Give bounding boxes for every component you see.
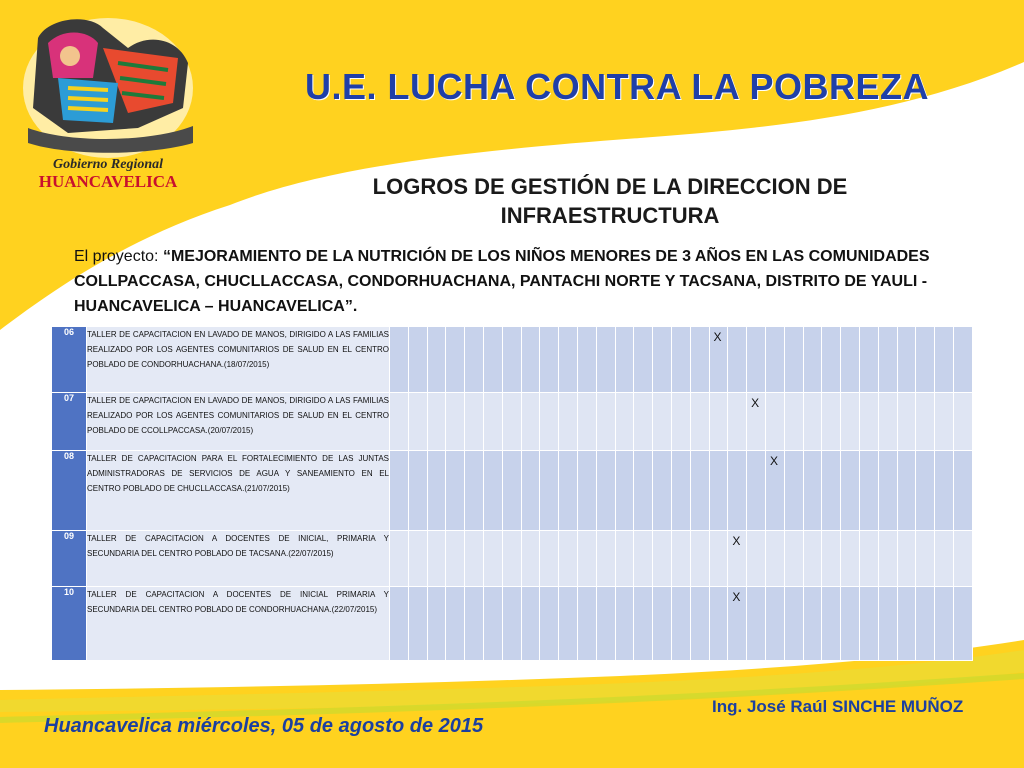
schedule-cell (822, 393, 841, 451)
activities-table (51, 326, 973, 661)
activity-description: TALLER DE CAPACITACION PARA EL FORTALECIMIENTO DE LAS JUNTAS ADMINISTRADORAS DE SERVICIOS DE AGUA Y SANEAMIENTO EN EL CENTRO POBLADO DE CHUCLLACCASA.(21/07/2015) (87, 451, 390, 531)
schedule-cell (859, 587, 878, 661)
schedule-cell (803, 587, 822, 661)
schedule-cell (521, 327, 540, 393)
main-title: U.E. LUCHA CONTRA LA POBREZA (305, 66, 929, 107)
schedule-cell (390, 451, 409, 531)
schedule-cell (916, 531, 935, 587)
project-text: “MEJORAMIENTO DE LA NUTRICIÓN DE LOS NIÑOS MENORES DE 3 AÑOS EN LAS COMUNIDADES COLLPACCASA, CHUCLLACCASA, CONDORHUACHANA, PANTACHI NORTE Y TACSANA, DISTRITO DE YAULI - HUANCAVELICA – HUANCAVELICA”. (74, 248, 930, 315)
schedule-cell (408, 393, 427, 451)
schedule-cell (803, 393, 822, 451)
schedule-cell (615, 531, 634, 587)
schedule-cell (878, 451, 897, 531)
schedule-cell (540, 531, 559, 587)
schedule-cell (747, 451, 766, 531)
section-subtitle: LOGROS DE GESTIÓN DE LA DIRECCION DE INFRAESTRUCTURA (372, 174, 848, 228)
logo-line1: Gobierno Regional (52, 157, 164, 172)
schedule-cell (577, 587, 596, 661)
schedule-cell (577, 327, 596, 393)
schedule-cell (446, 587, 465, 661)
activity-description: TALLER DE CAPACITACION A DOCENTES DE INICIAL, PRIMARIA Y SECUNDARIA DEL CENTRO POBLADO DE TACSANA.(22/07/2015) (87, 531, 390, 587)
schedule-cell (878, 327, 897, 393)
schedule-cell (577, 451, 596, 531)
table-row (52, 531, 973, 587)
schedule-cell (502, 327, 521, 393)
schedule-cell (559, 451, 578, 531)
schedule-cell (953, 587, 972, 661)
schedule-cell (540, 327, 559, 393)
schedule-cell (596, 393, 615, 451)
schedule-cell (559, 393, 578, 451)
schedule-cell (953, 451, 972, 531)
schedule-cell (728, 393, 747, 451)
schedule-cell (784, 587, 803, 661)
author-name: Ing. José Raúl SINCHE MUÑOZ (712, 697, 964, 716)
schedule-cell (953, 393, 972, 451)
schedule-cell (671, 531, 690, 587)
schedule-cell (483, 587, 502, 661)
schedule-cell (953, 327, 972, 393)
table-row (52, 393, 973, 451)
schedule-cell (408, 587, 427, 661)
schedule-cell (690, 587, 709, 661)
schedule-cell (916, 327, 935, 393)
schedule-cell (634, 451, 653, 531)
schedule-cell (596, 531, 615, 587)
schedule-cell (728, 327, 747, 393)
schedule-cell (935, 587, 954, 661)
schedule-cell (841, 327, 860, 393)
schedule-cell (408, 327, 427, 393)
schedule-cell (897, 587, 916, 661)
footer-date: Huancavelica miércoles, 05 de agosto de 2015 (44, 715, 484, 737)
schedule-cell (615, 587, 634, 661)
schedule-cell (897, 327, 916, 393)
schedule-cell (446, 531, 465, 587)
gobierno-regional-logo (8, 8, 208, 193)
row-number: 07 (52, 393, 87, 451)
schedule-cell (822, 451, 841, 531)
schedule-cell (427, 587, 446, 661)
row-number: 08 (52, 451, 87, 531)
table-row (52, 451, 973, 531)
schedule-cell (784, 393, 803, 451)
schedule-cell (521, 531, 540, 587)
schedule-cell (427, 531, 446, 587)
schedule-cell (502, 451, 521, 531)
activity-description: TALLER DE CAPACITACION EN LAVADO DE MANOS, DIRIGIDO A LAS FAMILIAS REALIZADO POR LOS AGENTES COMUNITARIOS DE SALUD EN EL CENTRO POBLADO DE CCOLLPACCASA.(20/07/2015) (87, 393, 390, 451)
schedule-cell (390, 531, 409, 587)
schedule-cell (653, 393, 672, 451)
schedule-cell (465, 327, 484, 393)
schedule-cell (765, 393, 784, 451)
table-row (52, 327, 973, 393)
schedule-cell (465, 587, 484, 661)
schedule-cell (841, 451, 860, 531)
schedule-cell (521, 451, 540, 531)
schedule-cell (634, 327, 653, 393)
row-number: 10 (52, 587, 87, 661)
schedule-cell (390, 393, 409, 451)
schedule-cell (671, 587, 690, 661)
schedule-cell (408, 531, 427, 587)
schedule-cell (841, 587, 860, 661)
schedule-cell (653, 531, 672, 587)
schedule-cell (784, 451, 803, 531)
schedule-cell (483, 451, 502, 531)
schedule-cell (709, 587, 728, 661)
schedule-cell (671, 451, 690, 531)
schedule-cell (822, 531, 841, 587)
schedule-cell (502, 393, 521, 451)
schedule-cell (841, 531, 860, 587)
table-row (52, 587, 973, 661)
schedule-cell (502, 587, 521, 661)
row-number: 09 (52, 531, 87, 587)
schedule-cell (747, 531, 766, 587)
schedule-cell (897, 451, 916, 531)
schedule-mark: X (765, 451, 784, 531)
schedule-cell (916, 451, 935, 531)
schedule-mark: X (728, 587, 747, 661)
schedule-cell (559, 531, 578, 587)
schedule-cell (859, 451, 878, 531)
schedule-mark: X (747, 393, 766, 451)
schedule-cell (897, 531, 916, 587)
schedule-cell (859, 327, 878, 393)
schedule-cell (408, 451, 427, 531)
schedule-cell (690, 531, 709, 587)
schedule-cell (935, 531, 954, 587)
schedule-cell (709, 393, 728, 451)
schedule-cell (784, 327, 803, 393)
schedule-mark: X (709, 327, 728, 393)
schedule-cell (709, 531, 728, 587)
schedule-cell (465, 451, 484, 531)
schedule-cell (916, 393, 935, 451)
schedule-cell (427, 327, 446, 393)
schedule-cell (935, 393, 954, 451)
schedule-cell (935, 327, 954, 393)
schedule-cell (878, 587, 897, 661)
schedule-cell (615, 451, 634, 531)
schedule-cell (465, 393, 484, 451)
schedule-cell (916, 587, 935, 661)
schedule-cell (935, 451, 954, 531)
schedule-cell (765, 327, 784, 393)
schedule-cell (446, 393, 465, 451)
schedule-cell (728, 451, 747, 531)
schedule-cell (784, 531, 803, 587)
schedule-cell (841, 393, 860, 451)
schedule-cell (540, 451, 559, 531)
schedule-cell (859, 531, 878, 587)
schedule-cell (671, 393, 690, 451)
schedule-cell (671, 327, 690, 393)
schedule-cell (747, 327, 766, 393)
schedule-cell (634, 393, 653, 451)
schedule-cell (559, 327, 578, 393)
schedule-cell (709, 451, 728, 531)
schedule-cell (897, 393, 916, 451)
schedule-cell (803, 531, 822, 587)
schedule-cell (878, 531, 897, 587)
schedule-cell (596, 587, 615, 661)
schedule-cell (859, 393, 878, 451)
schedule-cell (634, 587, 653, 661)
schedule-cell (803, 451, 822, 531)
schedule-cell (653, 587, 672, 661)
schedule-cell (483, 531, 502, 587)
schedule-cell (878, 393, 897, 451)
schedule-cell (615, 327, 634, 393)
schedule-cell (822, 587, 841, 661)
schedule-cell (446, 327, 465, 393)
project-lead: El proyecto: (74, 248, 163, 265)
schedule-cell (822, 327, 841, 393)
schedule-cell (596, 451, 615, 531)
schedule-cell (446, 451, 465, 531)
schedule-cell (483, 393, 502, 451)
schedule-cell (690, 451, 709, 531)
schedule-cell (427, 393, 446, 451)
schedule-cell (953, 531, 972, 587)
schedule-cell (540, 393, 559, 451)
schedule-cell (465, 531, 484, 587)
logo-line2: HUANCAVELICA (38, 172, 178, 191)
schedule-cell (803, 327, 822, 393)
activity-description: TALLER DE CAPACITACION EN LAVADO DE MANOS, DIRIGIDO A LAS FAMILIAS REALIZADO POR LOS AGENTES COMUNITARIOS DE SALUD EN EL CENTRO POBLADO DE CONDORHUACHANA.(18/07/2015) (87, 327, 390, 393)
schedule-cell (577, 393, 596, 451)
row-number: 06 (52, 327, 87, 393)
schedule-cell (765, 587, 784, 661)
schedule-cell (502, 531, 521, 587)
schedule-cell (596, 327, 615, 393)
schedule-cell (540, 587, 559, 661)
schedule-cell (577, 531, 596, 587)
activity-description: TALLER DE CAPACITACION A DOCENTES DE INICIAL PRIMARIA Y SECUNDARIA DEL CENTRO POBLADO DE CONDORHUACHANA.(22/07/2015) (87, 587, 390, 661)
schedule-cell (653, 451, 672, 531)
schedule-cell (521, 587, 540, 661)
schedule-cell (634, 531, 653, 587)
schedule-mark: X (728, 531, 747, 587)
project-description (74, 244, 989, 319)
schedule-cell (483, 327, 502, 393)
schedule-cell (390, 327, 409, 393)
schedule-cell (690, 393, 709, 451)
schedule-cell (390, 587, 409, 661)
schedule-cell (521, 393, 540, 451)
schedule-cell (747, 587, 766, 661)
schedule-cell (765, 531, 784, 587)
schedule-cell (427, 451, 446, 531)
schedule-cell (559, 587, 578, 661)
schedule-cell (653, 327, 672, 393)
schedule-cell (690, 327, 709, 393)
schedule-cell (615, 393, 634, 451)
